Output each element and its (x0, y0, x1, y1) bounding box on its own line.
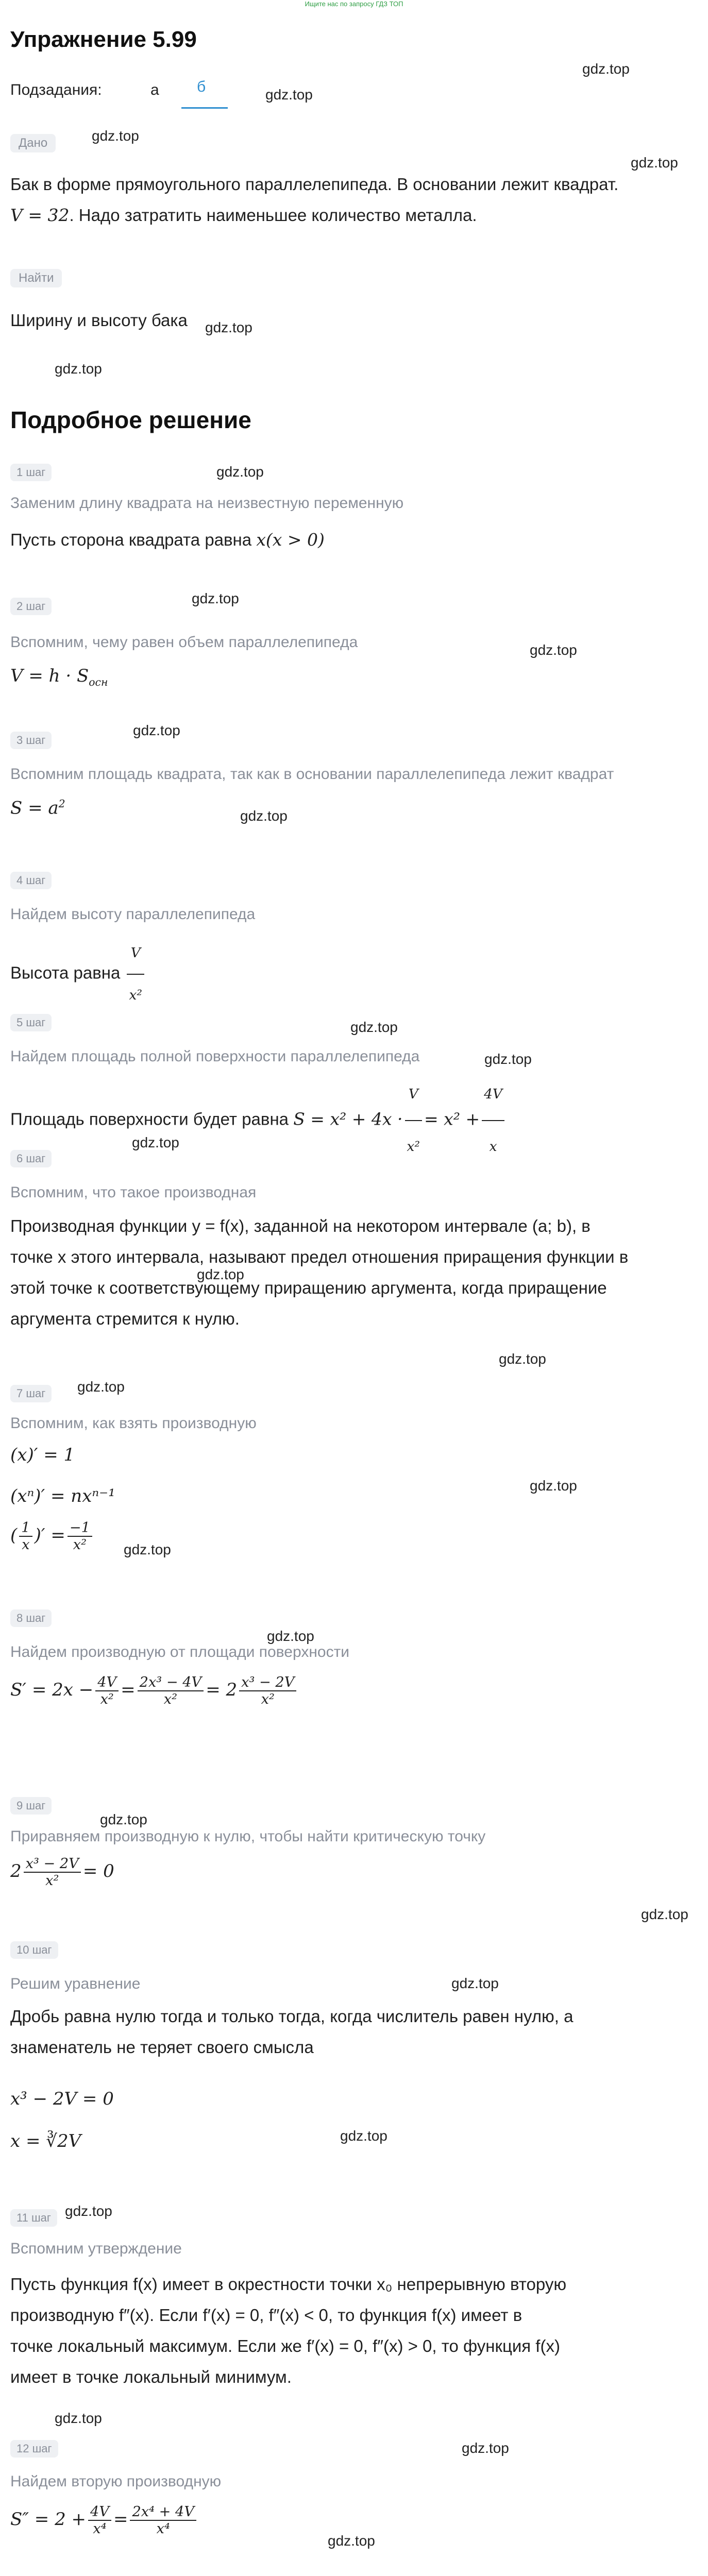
watermark: gdz.top (582, 61, 630, 77)
step-9-num: x³ − 2V (24, 1856, 81, 1873)
step-12-num2: 2x⁴ + 4V (130, 2504, 196, 2521)
step-12-frac2 (130, 2504, 196, 2537)
watermark: gdz.top (77, 1379, 125, 1395)
watermark: gdz.top (328, 2533, 375, 2549)
step-12-den1: x⁴ (93, 2521, 107, 2537)
step-5-mid: = x² + (424, 1109, 480, 1129)
watermark: gdz.top (350, 1019, 398, 1035)
step-5-den2: x (489, 1139, 497, 1155)
step-12-math (10, 2504, 198, 2537)
subtasks-label: Подзадания: (10, 81, 102, 98)
watermark: gdz.top (55, 361, 102, 377)
step-8-num1: 4V (95, 1674, 119, 1691)
step-4-desc: Найдем высоту параллелепипеда (10, 906, 256, 923)
step-2-math (10, 666, 108, 688)
step-2-desc: Вспомним, чему равен объем параллелепипеда (10, 634, 358, 651)
watermark: gdz.top (265, 87, 313, 103)
step-11-line1: Пусть функция f(x) имеет в окрестности точки x₀ непрерывную вторую (10, 2275, 567, 2294)
step-6-desc: Вспомним, что такое производная (10, 1184, 257, 1201)
step-10-f2: x = ∛2V (10, 2131, 81, 2151)
step-4-frac (127, 933, 144, 1016)
find-label: Найти (10, 269, 62, 287)
step-4-label: 4 шаг (10, 872, 52, 889)
step-9-den: x² (45, 1873, 59, 1889)
subtask-tab-a[interactable]: а (150, 81, 159, 98)
given-volume: V = 32 (10, 205, 70, 225)
step-12-eq: = (113, 2509, 128, 2530)
step-11-line3: точке локальный максимум. Если же f′(x) = 0, f″(x) > 0, то функция f(x) (10, 2336, 560, 2355)
step-1-text (10, 524, 325, 555)
step-7-f3 (10, 1520, 94, 1553)
watermark: gdz.top (267, 1628, 314, 1644)
step-9-frac (24, 1856, 81, 1889)
step-6-line3: этой точке к соответствующему приращению аргумента, когда приращение (10, 1278, 607, 1297)
step-5-den1: x² (407, 1139, 420, 1155)
step-8-eq: = (121, 1680, 136, 1700)
step-5-label: 5 шаг (10, 1014, 52, 1031)
step-10-f1: x³ − 2V = 0 (10, 2089, 114, 2109)
step-7-num1: 1 (19, 1520, 32, 1537)
watermark: gdz.top (451, 1975, 499, 1991)
step-5-frac1 (405, 1069, 422, 1173)
step-12-frac1 (88, 2504, 111, 2537)
find-text: Ширину и высоту бака (10, 311, 188, 330)
given-line1: Бак в форме прямоугольного параллелепипеда. В основании лежит квадрат. (10, 175, 619, 194)
step-5-lead: Площадь поверхности будет равна (10, 1109, 294, 1129)
step-7-label: 7 шаг (10, 1385, 52, 1402)
step-6-line2: точке x этого интервала, называют предел отношения приращения функции в (10, 1247, 629, 1266)
watermark: gdz.top (641, 1906, 688, 1922)
watermark: gdz.top (92, 128, 139, 144)
step-7-den1: x (22, 1537, 30, 1553)
step-5-num1: V (405, 1069, 422, 1121)
step-9-label: 9 шаг (10, 1797, 52, 1815)
step-5-frac2 (482, 1069, 504, 1173)
step-5-text (10, 1069, 507, 1173)
watermark: gdz.top (100, 1811, 147, 1827)
step-12-lead: S″ = 2 + (10, 2509, 87, 2530)
step-5-math: S = x² + 4x · (293, 1109, 403, 1129)
step-7-num2: −1 (68, 1520, 92, 1537)
step-11-line4: имеет в точке локальный минимум. (10, 2367, 292, 2386)
step-8-num2: 2x³ − 4V (138, 1674, 204, 1691)
step-10-label: 10 шаг (10, 1941, 58, 1959)
watermark: gdz.top (631, 155, 678, 171)
step-2-label: 2 шаг (10, 598, 52, 615)
watermark: gdz.top (530, 642, 577, 658)
step-7-f1: (x)′ = 1 (10, 1445, 75, 1465)
step-7-f3-close: )′ = (34, 1525, 65, 1546)
given-label: Дано (10, 134, 56, 152)
step-8-desc: Найдем производную от площади поверхности (10, 1643, 350, 1660)
step-7-frac2 (68, 1520, 92, 1553)
subtask-tab-b[interactable]: б (197, 78, 206, 95)
step-12-den2: x⁴ (156, 2521, 170, 2537)
watermark: gdz.top (124, 1541, 171, 1557)
solution-title: Подробное решение (10, 406, 251, 433)
top-banner[interactable]: Ищите нас по запросу ГДЗ ТОП (305, 0, 403, 8)
watermark: gdz.top (484, 1051, 532, 1067)
given-line2-text: . Надо затратить наименьшее количество металла. (69, 206, 477, 225)
step-9-math (10, 1856, 114, 1889)
step-8-math (10, 1674, 298, 1707)
step-12-label: 12 шаг (10, 2440, 58, 2458)
step-8-frac3 (239, 1674, 296, 1707)
step-3-label: 3 шаг (10, 732, 52, 749)
step-9-tail: = 0 (82, 1861, 114, 1882)
step-7-f3-open: ( (10, 1525, 18, 1546)
watermark: gdz.top (340, 2128, 387, 2144)
step-5-desc: Найдем площадь полной поверхности параллелепипеда (10, 1048, 420, 1065)
watermark: gdz.top (499, 1351, 546, 1367)
step-10-line1: Дробь равна нулю тогда и только тогда, когда числитель равен нулю, а (10, 2007, 574, 2026)
watermark: gdz.top (192, 590, 239, 606)
step-7-f2: (xⁿ)′ = nxⁿ⁻¹ (10, 1486, 115, 1506)
step-8-frac2 (138, 1674, 204, 1707)
step-7-den2: x² (73, 1537, 87, 1553)
page-title: Упражнение 5.99 (10, 27, 197, 52)
step-9-lead: 2 (10, 1861, 22, 1882)
watermark: gdz.top (205, 319, 252, 335)
step-10-line2: знаменатель не теряет своего смысла (10, 2038, 314, 2057)
step-12-num1: 4V (88, 2504, 111, 2521)
given-line2 (10, 200, 477, 231)
step-6-label: 6 шаг (10, 1150, 52, 1167)
step-9-desc: Приравняем производную к нулю, чтобы найти критическую точку (10, 1828, 486, 1845)
step-2-sub: осн (89, 675, 108, 688)
step-8-den2: x² (163, 1691, 178, 1707)
step-10-desc: Решим уравнение (10, 1975, 141, 1992)
watermark: gdz.top (240, 808, 288, 824)
step-1-label: 1 шаг (10, 464, 52, 481)
watermark: gdz.top (132, 1134, 179, 1150)
step-3-sup: 2 (58, 798, 65, 810)
step-3-formula: S = a (10, 798, 59, 819)
step-4-text (10, 933, 146, 1016)
watermark: gdz.top (133, 722, 180, 738)
step-6-line4: аргумента стремится к нулю. (10, 1309, 240, 1328)
step-8-eq2: = 2 (206, 1680, 238, 1700)
step-6-line1: Производная функции y = f(x), заданной на некотором интервале (a; b), в (10, 1216, 591, 1235)
step-4-den: x² (129, 987, 142, 1003)
step-8-frac1 (95, 1674, 119, 1707)
step-3-math (10, 798, 65, 818)
step-1-lead: Пусть сторона квадрата равна (10, 530, 257, 549)
step-4-lead: Высота равна (10, 963, 125, 982)
step-3-desc: Вспомним площадь квадрата, так как в основании параллелепипеда лежит квадрат (10, 766, 614, 783)
step-1-math: x(x > 0) (256, 530, 325, 550)
step-8-lead: S′ = 2x − (10, 1680, 94, 1700)
step-8-label: 8 шаг (10, 1609, 52, 1627)
step-7-frac1 (19, 1520, 32, 1553)
step-5-num2: 4V (482, 1069, 504, 1121)
watermark: gdz.top (530, 1478, 577, 1494)
step-11-label: 11 шаг (10, 2209, 57, 2227)
step-1-desc: Заменим длину квадрата на неизвестную переменную (10, 495, 404, 512)
watermark: gdz.top (216, 464, 264, 480)
step-4-num: V (127, 933, 144, 975)
step-11-line2: производную f″(x). Если f′(x) = 0, f″(x) < 0, то функция f(x) имеет в (10, 2306, 522, 2325)
watermark: gdz.top (65, 2203, 112, 2219)
watermark: gdz.top (197, 1266, 244, 1282)
step-8-den3: x² (261, 1691, 275, 1707)
step-8-num3: x³ − 2V (239, 1674, 296, 1691)
watermark: gdz.top (462, 2440, 509, 2456)
watermark: gdz.top (55, 2410, 102, 2426)
step-11-desc: Вспомним утверждение (10, 2240, 182, 2257)
step-7-desc: Вспомним, как взять производную (10, 1415, 257, 1432)
step-2-formula: V = h · S (10, 666, 89, 686)
step-12-desc: Найдем вторую производную (10, 2473, 222, 2490)
active-tab-underline (181, 107, 228, 109)
step-8-den1: x² (100, 1691, 114, 1707)
